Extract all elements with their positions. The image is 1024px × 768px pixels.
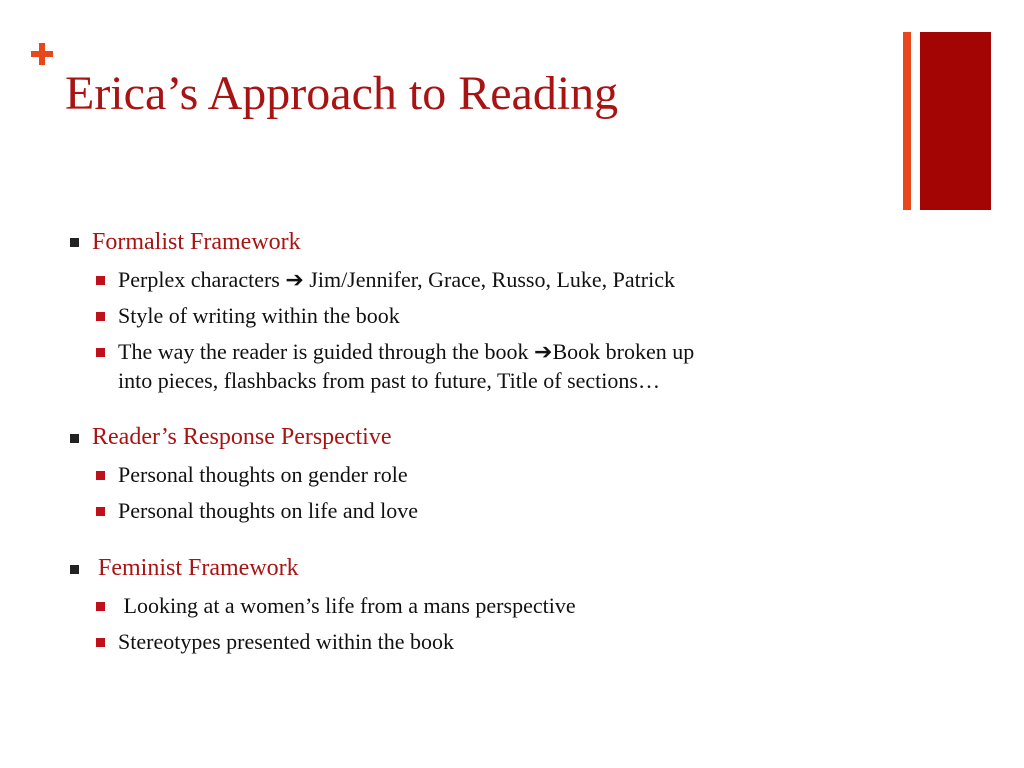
list-item: Stereotypes presented within the book [118,629,455,654]
bullet-icon [70,238,79,247]
list-item-continuation: into pieces, flashbacks from past to future, Title of sections… [118,368,660,393]
bullet-icon [96,602,105,611]
bullet-icon [96,507,105,516]
list-item: Personal thoughts on gender role [118,462,408,487]
bullet-icon [70,565,79,574]
list-item: The way the reader is guided through the book ➔Book broken up [118,339,695,364]
section-heading-readers-response: Reader’s Response Perspective [92,424,392,450]
bullet-icon [96,312,105,321]
bullet-icon [96,471,105,480]
section-heading-formalist: Formalist Framework [92,229,301,255]
bullet-icon [70,434,79,443]
section-heading-feminist: Feminist Framework [92,555,299,581]
list-item: Personal thoughts on life and love [118,498,419,523]
bullet-icon [96,638,105,647]
bullet-icon [96,348,105,357]
list-item: Style of writing within the book [118,303,400,328]
slide-title: Erica’s Approach to Reading [65,67,619,120]
list-item: Looking at a women’s life from a mans perspective [118,593,576,618]
list-item: Perplex characters ➔ Jim/Jennifer, Grace, Russo, Luke, Patrick [118,267,675,292]
bullet-icon [96,276,105,285]
